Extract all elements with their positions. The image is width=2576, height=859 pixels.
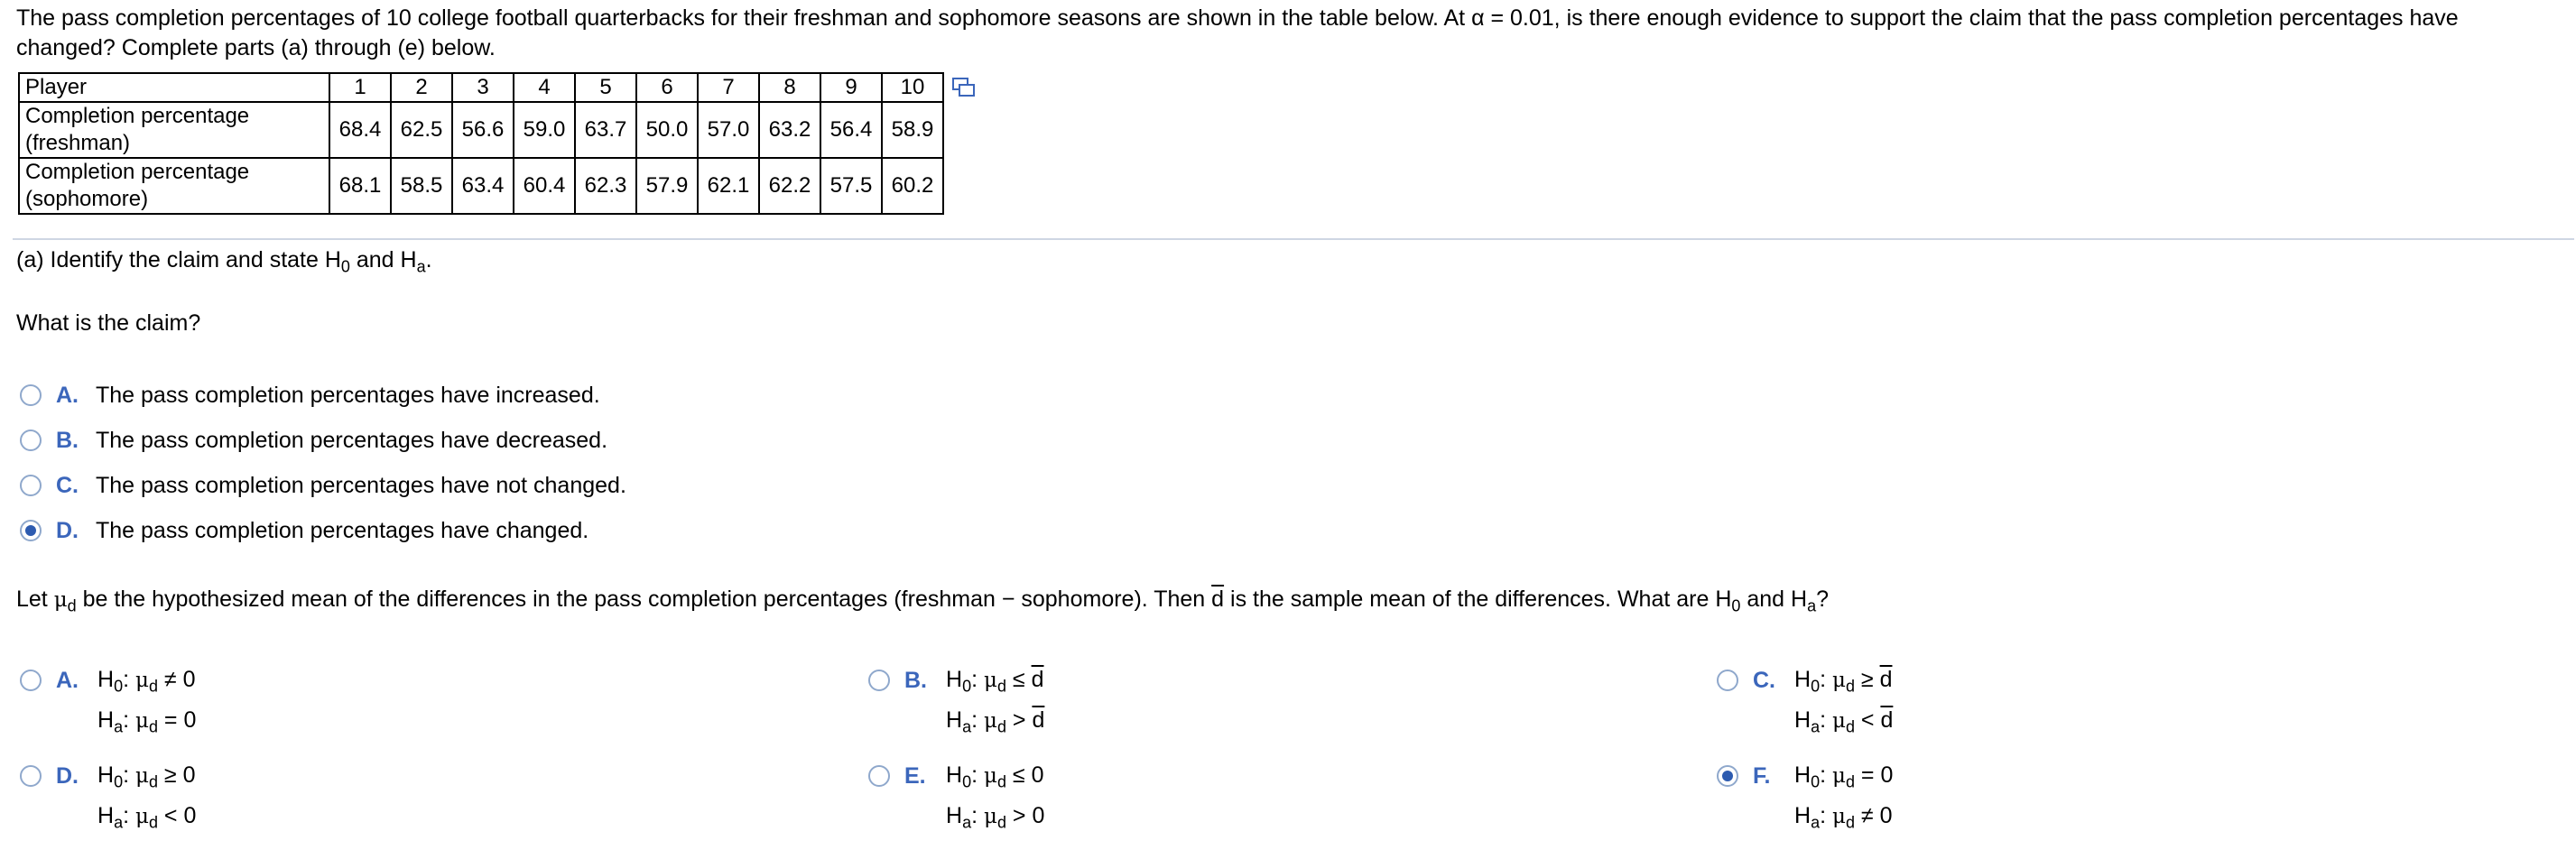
radio-button[interactable] [20,765,42,787]
hypothesis-pair [946,755,1044,836]
row-label-sophomore [19,158,329,214]
table-header-cell: 6 [636,73,698,102]
row-label-line1: Completion percentage [25,104,250,128]
table-header-row [19,73,943,102]
part-a-end: . [425,247,432,272]
table-header-cell: 1 [329,73,391,102]
mu-subscript: d [148,772,158,791]
mu-symbol: μ [1831,669,1846,692]
h-letter: H [97,762,115,788]
h-letter: H [97,667,115,692]
mu-symbol: μ [134,669,149,692]
radio-button[interactable] [868,765,890,787]
ha-statement [946,796,1044,836]
h0-subscript: 0 [962,677,972,696]
radio-button[interactable] [868,670,890,691]
mu-symbol: μ [1831,805,1846,828]
ha-subscript: a [1807,596,1817,615]
colon: : [971,803,984,828]
option-letter: C. [56,473,79,498]
h0-statement [97,660,196,700]
mu-subscript: d [1845,772,1855,791]
radio-button-selected[interactable] [1717,765,1738,787]
mu-subscript: d [1845,813,1855,832]
ha-statement [97,700,196,741]
option-letter: E. [904,763,926,789]
table-cell: 62.2 [759,158,820,214]
option-letter: C. [1753,668,1775,693]
radio-button[interactable] [20,475,42,496]
table-header-cell: 3 [452,73,514,102]
table-cell: 60.2 [882,158,943,214]
row-label-freshman [19,102,329,158]
ha-subscript: a [1811,813,1821,832]
table-header-cell: 5 [575,73,636,102]
colon: : [123,803,135,828]
stem-let: Let [16,587,54,612]
data-table [18,72,944,215]
table-cell: 62.3 [575,158,636,214]
h0-relation: ≤ [1005,667,1032,692]
row-label-line2: (freshman) [25,131,131,155]
h-letter: H [1794,803,1812,828]
claim-option-d[interactable] [20,518,588,544]
hyp-option-a[interactable] [20,668,196,741]
table-header-cell: 2 [391,73,452,102]
table-cell: 68.1 [329,158,391,214]
h0-relation: ≥ 0 [157,762,196,788]
table-cell: 58.9 [882,102,943,158]
table-cell: 63.2 [759,102,820,158]
row-label-line1: Completion percentage [25,160,250,184]
mu-symbol: μ [53,588,68,612]
radio-button[interactable] [1717,670,1738,691]
mu-symbol: μ [983,805,997,828]
ha-relation: ≠ 0 [1854,803,1893,828]
stem-question-mark: ? [1816,587,1829,612]
d-bar-symbol: $\overline{d}$ [1879,667,1893,692]
option-letter: D. [56,763,79,789]
d-bar-symbol: $\overline{d}$ [1031,667,1044,692]
claim-option-a[interactable] [20,383,600,409]
h-letter: H [97,803,115,828]
hypothesis-question [16,587,1829,613]
colon: : [971,707,984,733]
ha-subscript: a [114,813,124,832]
section-divider [13,238,2574,240]
mu-symbol: μ [983,709,997,733]
part-a-and: and H [349,247,417,272]
row-label-line2: (sophomore) [25,187,149,211]
copy-table-icon[interactable] [952,78,976,97]
hypothesis-pair [1794,755,1893,836]
table-cell: 60.4 [514,158,575,214]
hyp-option-c[interactable] [1717,668,1893,741]
ha-statement [946,700,1044,741]
mu-symbol: μ [1831,764,1846,788]
colon: : [1820,707,1832,733]
ha-relation: < [1854,707,1881,733]
h0-subscript: 0 [1731,596,1741,615]
claim-question: What is the claim? [16,310,201,336]
mu-symbol: μ [134,805,149,828]
h0-statement [97,755,196,796]
table-header-cell: 7 [698,73,759,102]
radio-button[interactable] [20,670,42,691]
option-text: The pass completion percentages have decreased. [96,428,608,453]
question-intro [16,4,2562,63]
hypothesis-pair [97,660,196,741]
mu-subscript: d [67,596,77,615]
option-letter: B. [56,428,79,453]
mu-subscript: d [1845,677,1855,696]
table-cell: 57.9 [636,158,698,214]
ha-subscript: a [962,717,972,736]
d-bar-symbol: $\overline{d}$ [1032,707,1045,733]
table-cell: 68.4 [329,102,391,158]
h0-subscript: 0 [114,772,124,791]
h-letter: H [97,707,115,733]
table-cell: 63.7 [575,102,636,158]
colon: : [123,667,135,692]
colon: : [1820,762,1832,788]
h0-relation: ≠ 0 [157,667,196,692]
h-letter: H [946,762,963,788]
ha-subscript: a [962,813,972,832]
ha-subscript: a [1811,717,1821,736]
table-cell: 62.5 [391,102,452,158]
question-intro-line1: The pass completion percentages of 10 college football quarterbacks for their freshman and sophomore seasons are shown in the table below. At α = 0.01, is there enough evidence to support the claim that the pass completion percentages have [16,5,2459,31]
ha-relation: < 0 [157,803,197,828]
hyp-option-e[interactable] [868,763,1044,836]
mu-subscript: d [148,677,158,696]
h-letter: H [1794,762,1812,788]
h0-relation: ≤ 0 [1005,762,1044,788]
table-cell: 56.6 [452,102,514,158]
table-row [19,102,943,158]
h0-statement [1794,755,1893,796]
option-letter: D. [56,518,79,543]
ha-subscript: a [114,717,124,736]
ha-relation: = 0 [157,707,197,733]
hypothesis-pair [97,755,196,836]
question-intro-line2: changed? Complete parts (a) through (e) below. [16,35,496,60]
mu-symbol: μ [983,764,997,788]
option-letter: B. [904,668,927,693]
radio-button[interactable] [20,384,42,406]
option-text: The pass completion percentages have increased. [96,383,600,408]
h0-subscript: 0 [1811,677,1821,696]
colon: : [971,667,984,692]
h0-subscript: 0 [340,257,350,276]
h-letter: H [946,667,963,692]
table-cell: 57.5 [820,158,882,214]
h0-subscript: 0 [114,677,124,696]
table-cell: 56.4 [820,102,882,158]
mu-subscript: d [996,772,1006,791]
ha-statement [1794,796,1893,836]
mu-subscript: d [1845,717,1855,736]
part-a-text: (a) Identify the claim and state H [16,247,341,272]
colon: : [123,762,135,788]
mu-subscript: d [996,717,1006,736]
colon: : [971,762,984,788]
ha-relation: > 0 [1005,803,1045,828]
table-row [19,158,943,214]
stem-and: and H [1740,587,1808,612]
h0-relation: ≥ [1854,667,1880,692]
ha-subscript: a [416,257,426,276]
ha-statement [1794,700,1893,741]
stem-text: be the hypothesized mean of the differences in the pass completion percentages (freshman − sophomore). Then [76,587,1212,612]
claim-option-b[interactable] [20,428,607,454]
h-letter: H [946,803,963,828]
hypothesis-pair [946,660,1044,741]
option-letter: F. [1753,763,1771,789]
table-cell: 50.0 [636,102,698,158]
claim-option-c[interactable] [20,473,626,499]
h0-subscript: 0 [962,772,972,791]
h0-subscript: 0 [1811,772,1821,791]
mu-symbol: μ [134,709,149,733]
table-cell: 62.1 [698,158,759,214]
mu-subscript: d [148,813,158,832]
colon: : [123,707,135,733]
part-a-prompt [16,247,432,276]
ha-relation: > [1005,707,1033,733]
table-header-cell: 10 [882,73,943,102]
colon: : [1820,803,1832,828]
option-letter: A. [56,383,79,408]
hyp-option-f[interactable] [1717,763,1893,836]
table-header-label: Player [19,73,329,102]
d-bar-symbol: $\overline{d}$ [1211,587,1225,612]
hyp-option-b[interactable] [868,668,1044,741]
mu-subscript: d [996,813,1006,832]
radio-button-selected[interactable] [20,520,42,541]
h0-statement [946,660,1044,700]
mu-symbol: μ [1831,709,1846,733]
table-cell: 57.0 [698,102,759,158]
colon: : [1820,667,1832,692]
option-text: The pass completion percentages have not changed. [96,473,626,498]
option-letter: A. [56,668,79,693]
h-letter: H [946,707,963,733]
mu-symbol: μ [134,764,149,788]
ha-statement [97,796,196,836]
mu-subscript: d [148,717,158,736]
h0-statement [946,755,1044,796]
table-header-cell: 8 [759,73,820,102]
stem-text-2: is the sample mean of the differences. What are H [1224,587,1732,612]
mu-subscript: d [996,677,1006,696]
h0-relation: = 0 [1854,762,1894,788]
hypothesis-pair [1794,660,1893,741]
h-letter: H [1794,707,1812,733]
h0-statement [1794,660,1893,700]
d-bar-symbol: $\overline{d}$ [1880,707,1894,733]
option-text: The pass completion percentages have changed. [96,518,589,543]
h-letter: H [1794,667,1812,692]
table-header-cell: 9 [820,73,882,102]
radio-button[interactable] [20,430,42,451]
hyp-option-d[interactable] [20,763,196,836]
mu-symbol: μ [983,669,997,692]
table-cell: 63.4 [452,158,514,214]
table-header-cell: 4 [514,73,575,102]
table-cell: 59.0 [514,102,575,158]
table-cell: 58.5 [391,158,452,214]
